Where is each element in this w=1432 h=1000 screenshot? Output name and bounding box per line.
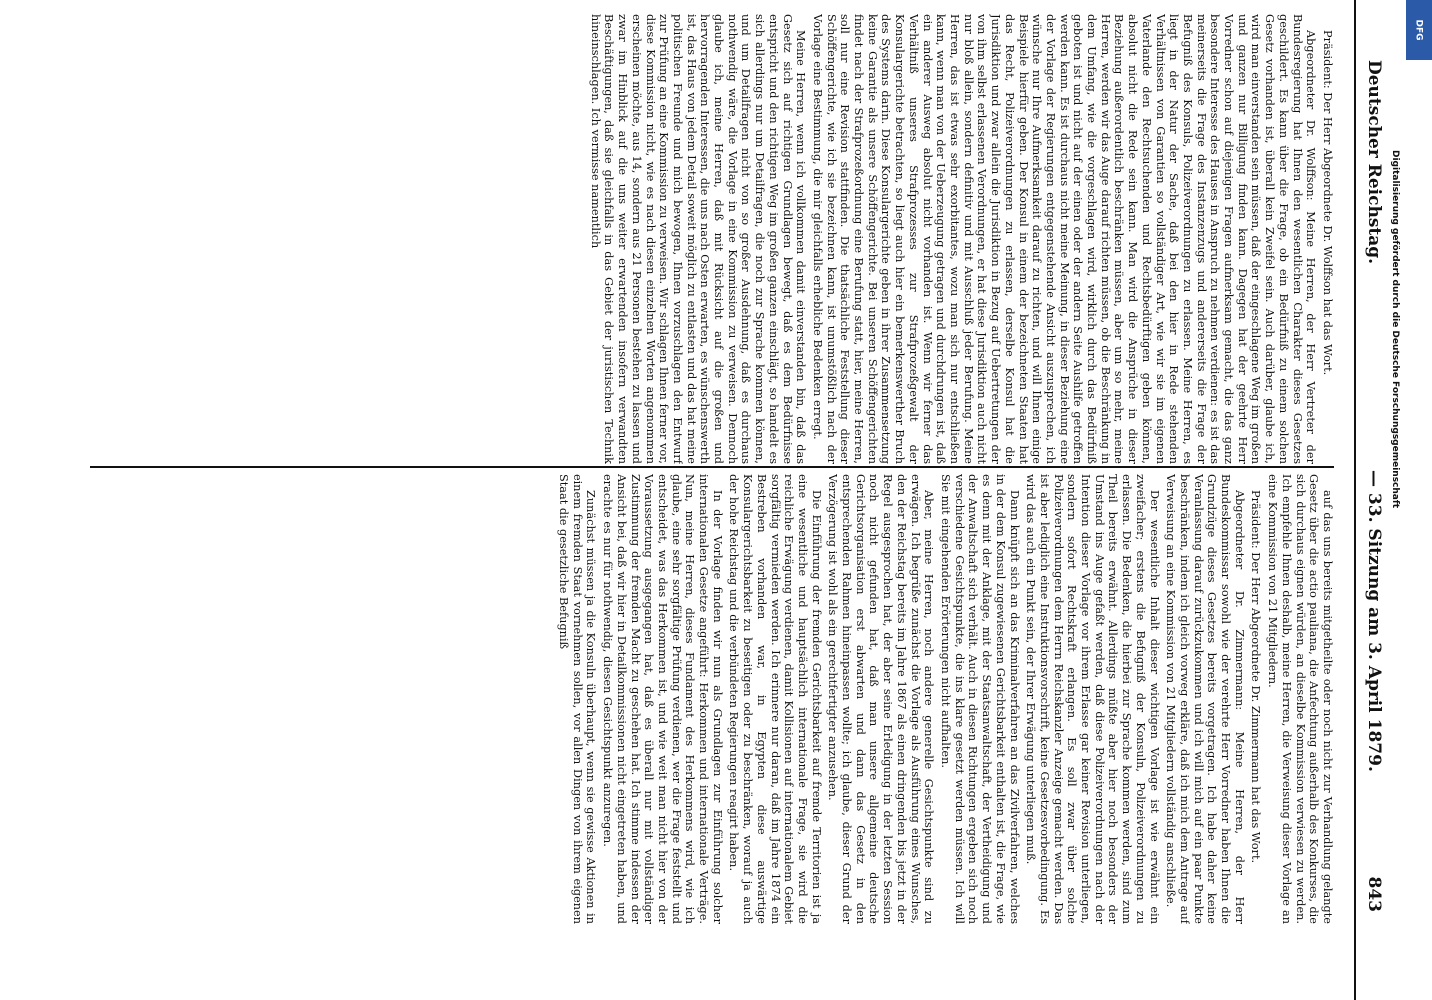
right-paragraph-6: Aber, meine Herren, noch andere generelle Gesichtspunkte sind zu erwägen. Ich begrüße zunächst die Vorlage als Ausführung eines Wunsches, den der Reichstag bereits im Jahre 1867 als einen dringenden bis jetzt in der Regel ausgesprochen hat, der aber seine Erledigung in der letzten Session noch nicht gefunden hat, daß man unsere allgemeine deutsche Gerichtsorganisation erst abwarten und dann das Gesetz in den entsprechenden Rahmen hineinpassen wollte; ich glaube, dieser Grund der Verzögerung ist wohl als ein gerechtfertigter anzusehen. (826, 474, 936, 924)
right-paragraph-7: Die Einführung der fremden Gerichtsbarkeit auf fremde Territorien ist ja eine wesentliche und hauptsächlich internationale Frage, sie wird die reichliche Erwägung verdienen, damit Kollisionen auf internationalem Gebiet sorgfältig vermieden werden. Ich erinnere nur daran, daß im Jahre 1874 ein Bestreben vorhanden war, in Egypten diese auswärtige Konsulargerichtsbarkeit zu beseitigen oder zu beschränken, worauf ja auch der hohe Reichstag und die verbündeten Regierungen reagirt haben. (727, 474, 823, 924)
right-paragraph-8: In der Vorlage finden wir nun als Grundlagen zur Einführung solcher internationalen Gesetze angeführt: Herkommen und internationale Verträge. Nun, meine Herren, dieses Fundament des Herkommens wird, wie ich glaube, eine sehr sorgfältige Prüfung verdienen, wer die Frage feststellt und entscheidet, was das Herkommen ist, und wie weit man nicht hier von der Voraussetzung ausgegangen hat, daß es überall nur mit vollständiger Zustimmung der fremden Macht zu geschehen hat. Ich stimme indessen der Ansicht bei, daß wir hier in Detailkommissionen nicht eingetreten haben, und erachte es nur für nothwendig, diesen Gesichtspunkt anzuregen. (601, 474, 724, 924)
right-paragraph-5: Dann knüpft sich an das Kriminalverfahren an das Zivilverfahren, welches in der dem Konsul zugewiesenen Gerichtsbarkeit enthalten ist, die Frage, wie es denn mit der Anklage, mit der Staatsanwaltschaft, der Vertheidigung und der Anwaltschaft sich verhält. Auch in diesen Richtungen ergeben sich noch verschiedene Gesichtspunkte, die ins klare gesetzt werden müssen. Ich will Sie mit eingehenden Erörterungen nicht aufhalten. (939, 474, 1021, 924)
right-paragraph-2: Präsident: Der Herr Abgeordnete Dr. Zimmermann hat das Wort. (1249, 490, 1263, 864)
digitization-credit-text: Digitalisierung gefördert durch die Deutsche Forschungsgemeinschaft (1390, 150, 1400, 509)
dfg-logo (1406, 0, 1432, 60)
right-paragraph-1: auf das uns bereits mitgetheilte oder noch nicht zur Verhandlung gelangte Gesetz über die actio pauliana, die Anfechtung außerhalb des Konkurses, die sich durchaus eignen würden, an dieselbe Kommission verwiesen zu werden. Ich empfehle Ihnen deshalb, meine Herren, die Verweisung dieser Vorlage an eine Kommission von 21 Mitgliedern. (1266, 474, 1334, 924)
right-paragraph-3: Abgeordneter Dr. Zimmermann: Meine Herren, der Herr Bundeskommissar sowohl wie der verehrte Herr Vorredner haben Ihnen die Grundzüge dieses Gesetzes bereits vorgetragen. Ich habe daher keine Veranlassung darauf zurückzukommen und ich will mich auf ein paar Punkte beschränken, indem ich gleich vorweg erkläre, daß ich mich dem Antrage auf Verweisung an eine Kommission von 21 Mitgliedern vollständig anschließe. (1164, 474, 1246, 924)
left-paragraph-2: Abgeordneter Dr. Wolffson: Meine Herren, der Herr Vertreter der Bundesregierung hat Ihnen den wesentlichen Charakter dieses Gesetzes geschildert. Es kann über die Frage, ob ein Bedürfniß zu einem solchen Gesetz vorhanden ist, überall kein Zweifel sein. Auch darüber, glaube ich, wird man einverstanden sein müssen, daß der eingeschlagene Weg im großen und ganzen nur Billigung finden kann. Dagegen hat der geehrte Herr Vorredner schon auf diejenigen Fragen aufmerksam gemacht, die das ganz besondere Interesse des Hauses in Anspruch zu nehmen verdienen: es ist das meinerseits die Frage des Instanzenzugs und andererseits die Frage der Befugniß des Konsuls, Polizeiverordnungen zu erlassen. Meine Herren, es liegt in der Natur der Sache, daß bei den hier in Rede stehenden Verhältnissen von Garantien so vollständiger Art, wie wir sie im eigenen Vaterlande den Rechtsuchenden und Rechtsbedürftigen geben können, absolut nicht die Rede sein kann. Man wird die Ansprüche in dieser Beziehung außerordentlich beschränken müssen, aber um so mehr, meine Herren, werden wir das Auge darauf richten müssen, ob die Beschränkung in dem Umfang, wie die vorgeschlagen wird, wirklich durch das Bedürfniß geboten ist und nicht auf der einen oder der andern Seite Aushilfe getroffen werden kann. Es ist durchaus nicht meine Meinung, in dieser Beziehung eine der Vorlage der Regierungen entgegenstehende Ansicht auszusprechen, ich wünsche nur Ihre Aufmerksamkeit darauf zu richten, und will Ihnen einige Beispiele hierfür geben. Der Konsul in einem der bezeichneten Staaten hat das Recht, Polizeiverordnungen zu erlassen, derselbe Konsul hat die Jurisdiktion und zwar allein die Jurisdiktion in Bezug auf Uebertretungen der von ihm selbst erlassenen Verordnungen, er hat diese Jurisdiktion auch nicht nur bloß allein, sondern definitiv und mit Ausschluß jeder Berufung. Meine Herren, das ist etwas sehr exorbitantes, wozu man sich nur entschließen kann, wenn man von der Ueberzeugung getragen und durchdrungen ist, daß ein anderer Ausweg absolut nicht vorhanden ist. Wenn wir ferner das Verhältniß unseres Strafprozesses zur Strafprozeßgewalt der Konsulargerichte betrachten, so liegt auch hier ein bemerkenswerther Bruch des Systems darin. Diese Konsulargerichte geben in ihrer Zusammensetzung keine Garantie als unsere Schöffengerichte. Bei unseren Schöffengerichten findet nach der Strafprozeßordnung eine Berufung statt, hier, meine Herren, soll nur eine Revision stattfinden. Die thatsächliche Feststellung dieser Schöffengerichte, wie ich sie bezeichnen kann, ist unumstößlich nach der Vorlage eine Bestimmung, die mir gleichfalls erhebliche Bedenken erregt. (810, 14, 1318, 464)
dfg-logo-text: DFG (1413, 19, 1424, 41)
left-column (95, 14, 1334, 464)
digitization-credit (1376, 150, 1406, 930)
right-paragraph-9: Zunächst müssen ja die Konsuln überhaupt, wenn sie gewisse Aktionen in einem fremden Staat vornehmen sollen, vor allen Dingen von ihrem eigenen Staat die gesetzliche Befugniß (557, 474, 598, 924)
column-divider (90, 466, 1334, 468)
right-paragraph-4: Der wesentliche Inhalt dieser wichtigen Vorlage ist wie erwähnt ein zweifacher; erstens die Befugniß der Konsuln, Polizeiverordnungen zu erlassen. Die Bedenken, die hierbei zur Sprache kommen werden, sind zum Theil bereits erwähnt. Allerdings müßte aber hier noch besonders der Umstand ins Auge gefaßt werden, daß diese Polizeiverordnungen nach der Intention dieser Vorlage vor ihrem Erlasse gar keiner Revision unterliegen, sondern sofort Rechtskraft erlangen. Es soll zwar über solche Polizeiverordnungen dem Herrn Reichskanzler Anzeige gemacht werden. Das ist aber lediglich eine Instruktionsvorschrift, keine Gesetzesvorbedingung. Es wird das auch ein Punkt sein, der Ihrer Erwägung unterliegen muß. (1024, 474, 1161, 924)
header-publication: Deutscher Reichstag. (1364, 60, 1384, 265)
header-session: — 33. Sitzung am 3. April 1879. (1364, 470, 1384, 772)
right-column (95, 474, 1334, 924)
left-paragraph-1: Präsident: Der Herr Abgeordnete Dr. Wolffson hat das Wort. (1321, 30, 1334, 376)
left-paragraph-3: Meine Herren, wenn ich vollkommen damit einverstanden bin, daß das Gesetz sich auf richtigen Grundlagen bewegt, daß es dem Bedürfnisse entspricht und den richtigen Weg im großen ganzen einschlägt, so handelt es sich allerdings nur um Detailfragen, die noch zur Sprache kommen können, und um Detailfragen nicht von so großer Ausdehnung, daß es durchaus nothwendig wäre, die Vorlage in eine Kommission zu verweisen. Dennoch glaube ich, meine Herren, daß mit Rücksicht auf die großen und hervorragenden Interessen, die uns nach Osten erwarten, es wünschenswerth ist, das Haus von jedem Detail soweit möglich zu entlasten und das hat meine politischen Freunde und mich bewogen, Ihnen vorzuschlagen den Entwurf zur Prüfung an eine Kommission zu verweisen. Wir schlagen Ihnen ferner vor, diese Kommission nicht, wie es nach diesen einzelnen Worten angenommen erscheinen möchte, aus 14, sondern aus 21 Personen bestehen zu lassen und zwar im Hinblick auf die uns weiter erwartenden insofern verwandten Beschäftigungen, daß sie gleichfalls in das Gebiet der juristischen Technik hineinschlagen. Ich vermisse namentlich (588, 14, 808, 464)
header-page-number: 843 (1364, 876, 1384, 912)
